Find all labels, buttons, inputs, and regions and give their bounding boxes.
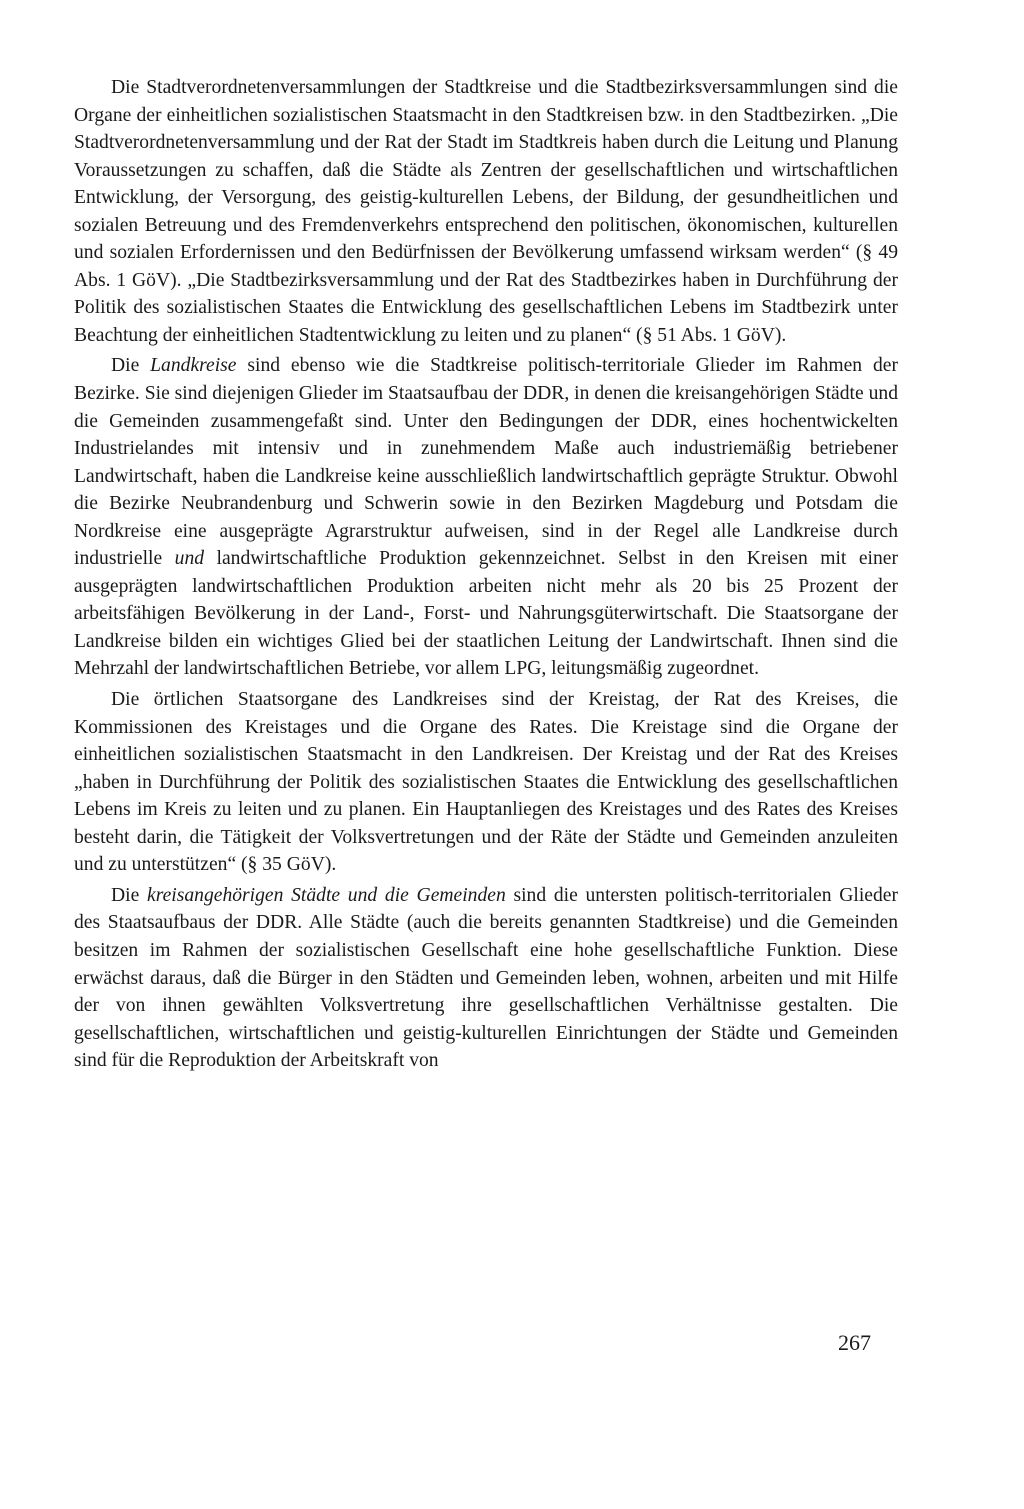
paragraph-text: landwirtschaftliche Produktion gekennzeichnet. Selbst in den Kreisen mit einer ausgeprägten landwirtschaftlichen Produktion arbeiten nicht mehr als 20 bis 25 Prozent der arbeitsfähigen Bevölkerung in der Land-, Forst- und Nahrungsgüterwirtschaft. Die Staatsorgane der Landkreise bilden ein wichtiges Glied bei der staatlichen Leitung der Landwirtschaft. Ihnen sind die Mehrzahl der landwirtschaftlichen Betriebe, vor allem LPG, leitungsmäßig zugeordnet. [74, 548, 898, 680]
page-body [74, 74, 898, 1075]
paragraph-text: Die [111, 884, 147, 906]
paragraph-kreistag [74, 686, 898, 879]
page-number: 267 [838, 1330, 871, 1355]
paragraph-text: Die Stadtverordnetenversammlungen der Stadtkreise und die Stadtbezirksversammlungen sind die Organe der einheitlichen sozialistischen Staatsmacht in den Stadtkreisen bzw. in den Stadtbezirken. „Die Stadtverordnetenversammlung und der Rat der Stadt im Stadtkreis haben durch die Leitung und Planung Voraussetzungen zu schaffen, daß die Städte als Zentren der gesellschaftlichen und wirtschaftlichen Entwicklung, der Versorgung, des geistig-kulturellen Lebens, der Bildung, der gesundheitlichen und sozialen Betreuung und des Fremdenverkehrs entsprechend den politischen, ökonomischen, kulturellen und sozialen Erfordernissen und den Bedürfnissen der Bevölkerung umfassend wirksam werden“ (§ 49 Abs. 1 GöV). „Die Stadtbezirksversammlung und der Rat des Stadtbezirkes haben in Durchführung der Politik des sozialistischen Staates die Entwicklung des gesellschaftlichen Lebens im Stadtbezirk unter Beachtung der einheitlichen Stadtentwicklung zu leiten und zu planen“ (§ 51 Abs. 1 GöV). [74, 77, 898, 346]
paragraph-landkreise [74, 352, 898, 683]
italic-term: Landkreise [150, 355, 237, 377]
paragraph-text: Die [111, 355, 151, 377]
paragraph-stadtkreise [74, 74, 898, 349]
paragraph-text: Die örtlichen Staatsorgane des Landkreises sind der Kreistag, der Rat des Kreises, die Kommissionen des Kreistages und die Organe des Rates. Die Kreistage sind die Organe der einheitlichen sozialistischen Staatsmacht in den Landkreisen. Der Kreistag und der Rat des Kreises „haben in Durchführung der Politik des sozialistischen Staates die Entwicklung des gesellschaftlichen Lebens im Kreis zu leiten und zu planen. Ein Hauptanliegen des Kreistages und des Rates des Kreises besteht darin, die Tätigkeit der Volksvertretungen und der Räte der Städte und Gemeinden anzuleiten und zu unterstützen“ (§ 35 GöV). [74, 689, 898, 876]
italic-term: kreisangehörigen Städte und die Gemeinden [147, 884, 506, 906]
italic-term: und [174, 548, 205, 570]
paragraph-gemeinden [74, 882, 898, 1075]
paragraph-text: sind ebenso wie die Stadtkreise politisch-territoriale Glieder im Rahmen der Bezirke. Sie sind diejenigen Glieder im Staatsaufbau der DDR, in denen die kreisangehörigen Städte und die Gemeinden zusammengefaßt sind. Unter den Bedingungen der DDR, eines hochentwickelten Industrielandes mit intensiv und in zunehmendem Maße auch industriemäßig betriebener Landwirtschaft, haben die Landkreise keine ausschließlich landwirtschaftlich geprägte Struktur. Obwohl die Bezirke Neubrandenburg und Schwerin sowie in den Bezirken Magdeburg und Potsdam die Nordkreise eine ausgeprägte Agrarstruktur aufweisen, sind in der Regel alle Landkreise durch industrielle [74, 355, 898, 570]
paragraph-text: sind die untersten politisch-territorialen Glieder des Staatsaufbaus der DDR. Alle Städte (auch die bereits genannten Stadtkreise) und die Gemeinden besitzen im Rahmen der sozialistischen Gesellschaft eine hohe gesellschaftliche Funktion. Diese erwächst daraus, daß die Bürger in den Städten und Gemeinden leben, wohnen, arbeiten und mit Hilfe der von ihnen gewählten Volksvertretung ihre gesellschaftlichen Verhältnisse gestalten. Die gesellschaftlichen, wirtschaftlichen und geistig-kulturellen Einrichtungen der Städte und Gemeinden sind für die Reproduktion der Arbeitskraft von [74, 884, 898, 1072]
